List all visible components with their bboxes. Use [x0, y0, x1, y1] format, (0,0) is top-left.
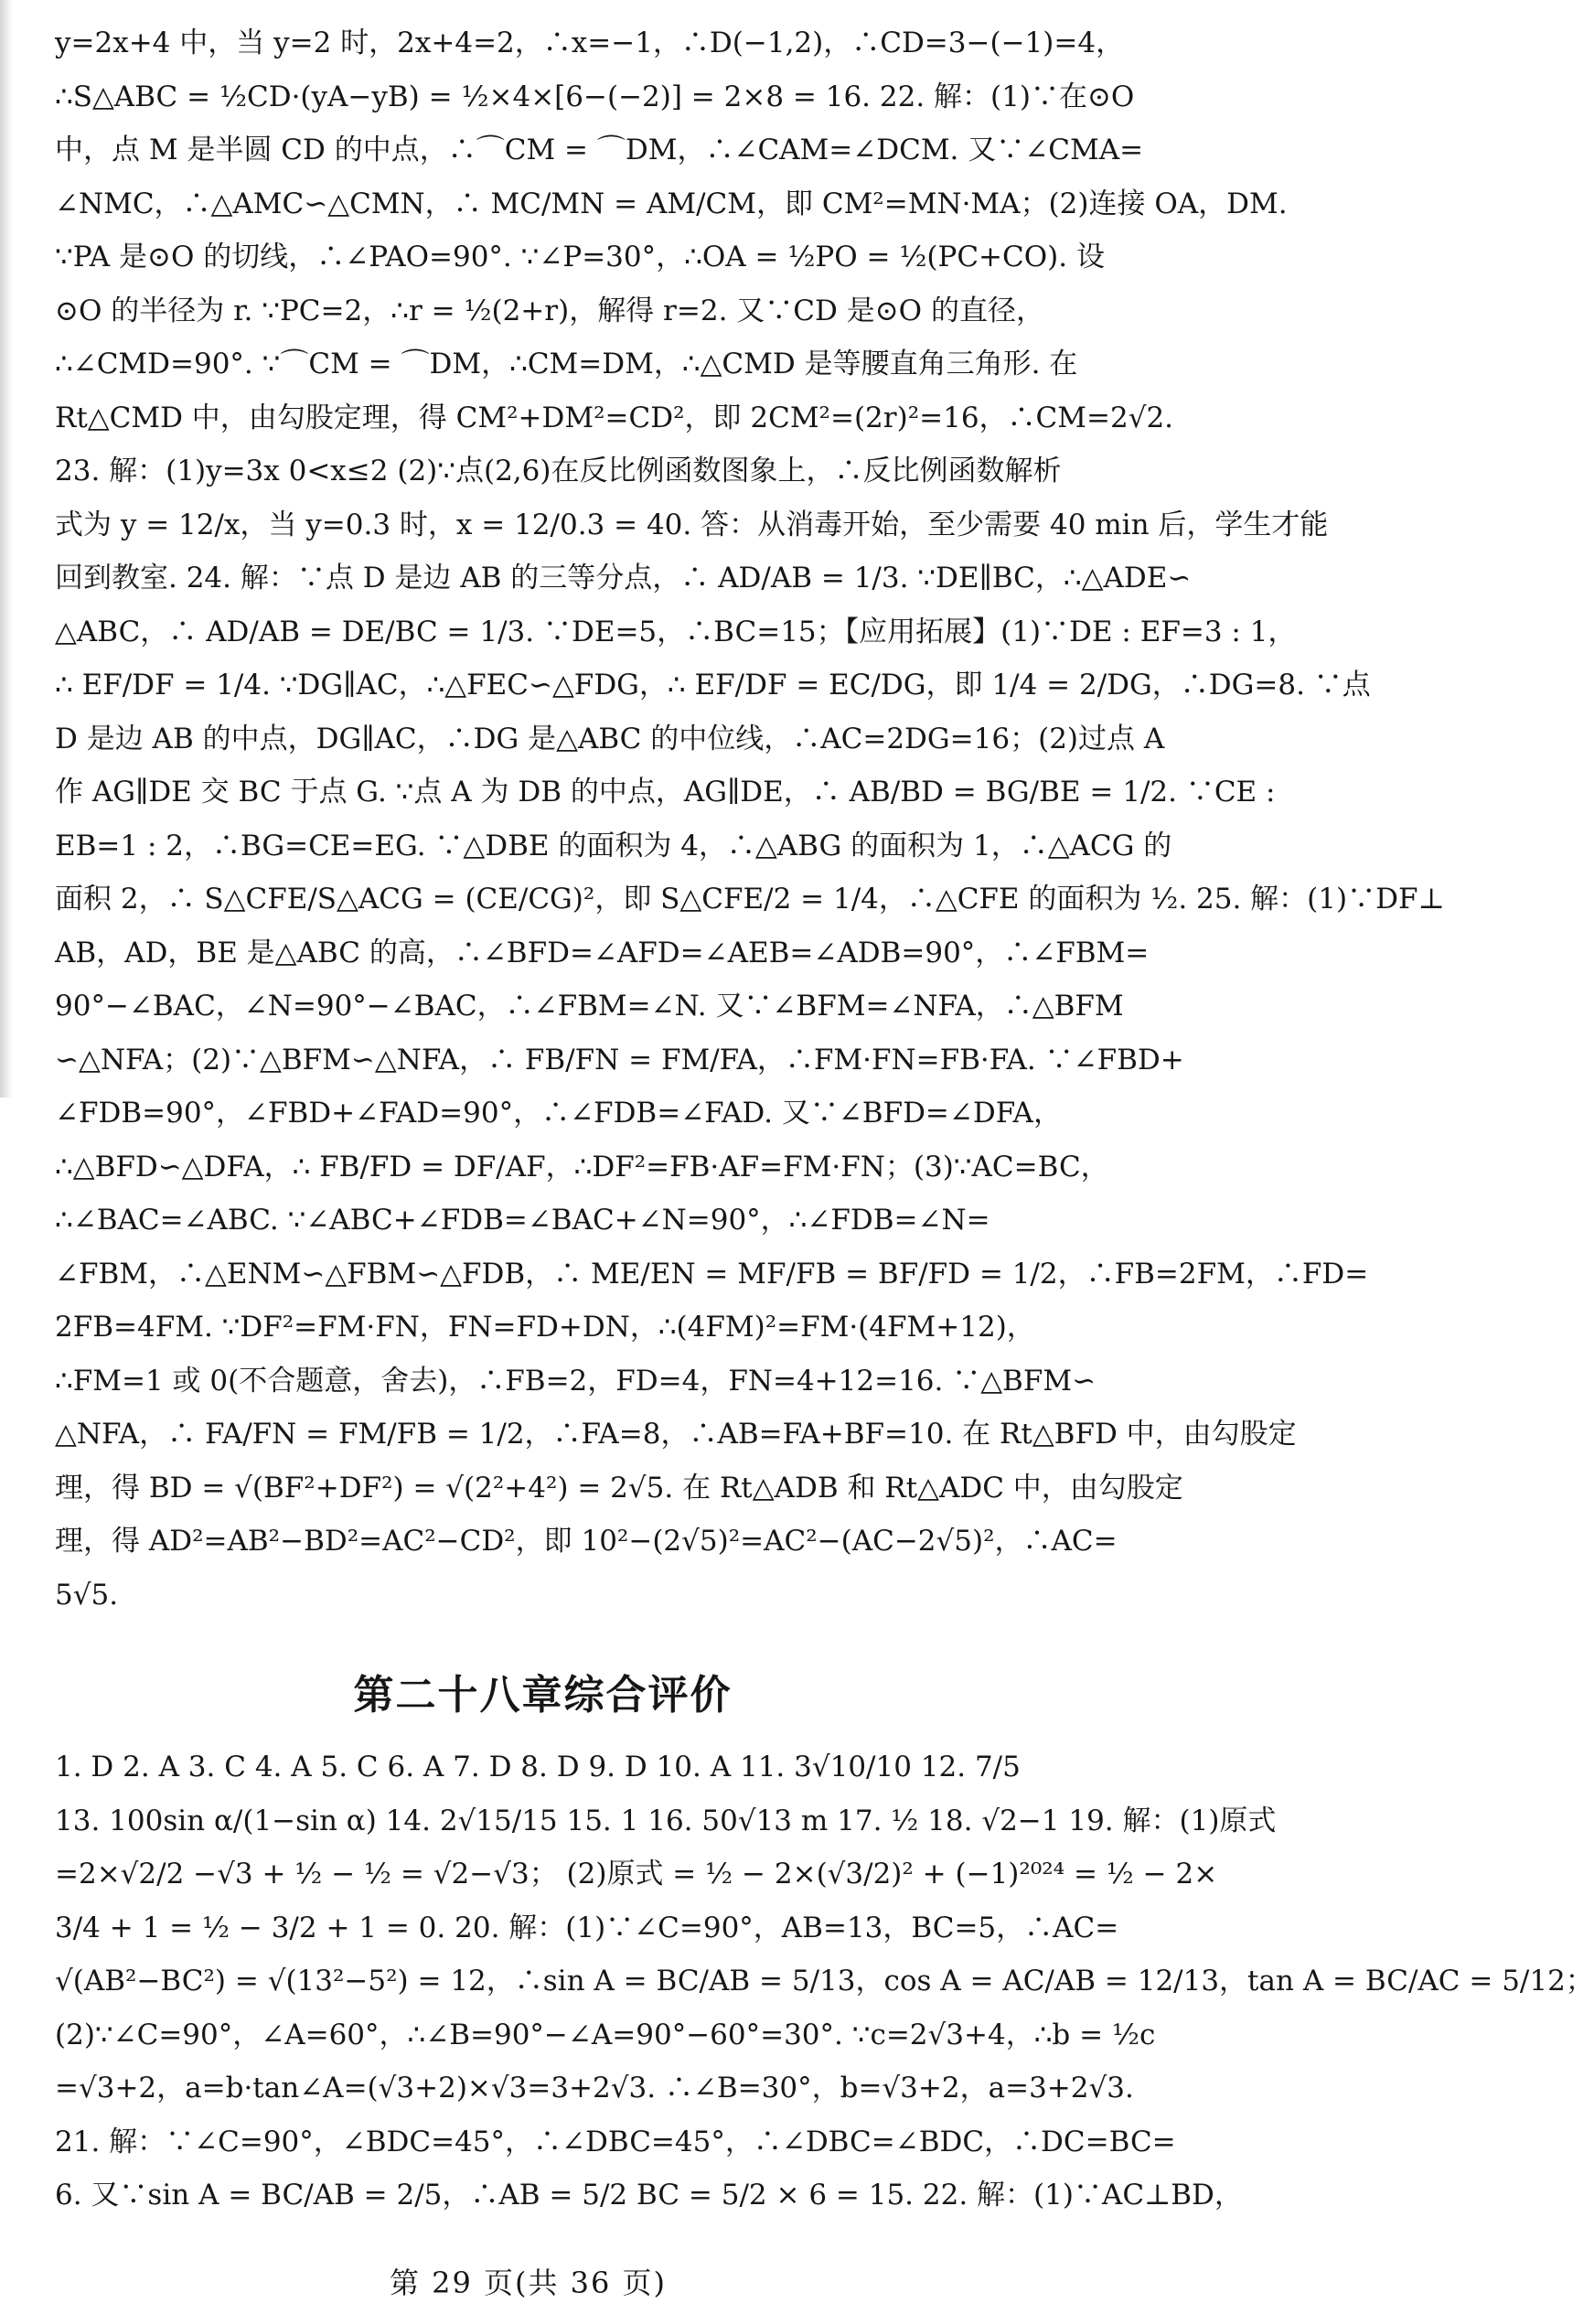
- answer-line: 6. 又∵sin A = BC/AB = 2/5，∴AB = 5/2 BC = 5/2 × 6 = 15. 22. 解：(1)∵AC⊥BD，: [55, 2179, 1243, 2212]
- text-line: AB，AD，BE 是△ABC 的高，∴∠BFD=∠AFD=∠AEB=∠ADB=90°，∴∠FBM=: [55, 936, 1150, 969]
- text-line: △ABC，∴ AD/AB = DE/BC = 1/3. ∵DE=5，∴BC=15；【应用拓展】(1)∵DE : EF=3 : 1，: [55, 615, 1297, 648]
- page-footer: 第 29 页(共 36 页): [389, 2265, 668, 2300]
- text-line: 中，点 M 是半圆 CD 的中点，∴⌒CM = ⌒DM，∴∠CAM=∠DCM. 又∵∠CMA=: [55, 134, 1144, 166]
- answer-line: √(AB²−BC²) = √(13²−5²) = 12，∴sin A = BC/AB = 5/13，cos A = AC/AB = 12/13，tan A = BC/AC = 5/12；: [55, 1965, 1594, 1997]
- answer-line: =2×√2/2 −√3 + ½ − ½ = √2−√3； (2)原式 = ½ − 2×(√3/2)² + (−1)²⁰²⁴ = ½ − 2×: [55, 1858, 1218, 1890]
- answer-line: (2)∵∠C=90°，∠A=60°，∴∠B=90°−∠A=90°−60°=30°. ∵c=2√3+4，∴b = ½c: [55, 2018, 1156, 2051]
- text-line: D 是边 AB 的中点，DG∥AC，∴DG 是△ABC 的中位线，∴AC=2DG=16；(2)过点 A: [55, 722, 1165, 755]
- text-line: △NFA，∴ FA/FN = FM/FB = 1/2，∴FA=8，∴AB=FA+BF=10. 在 Rt△BFD 中，由勾股定: [55, 1418, 1297, 1451]
- section-answers: [55, 1740, 1594, 2222]
- answer-continuation: [55, 16, 1445, 1622]
- text-line: EB=1 : 2，∴BG=CE=EG. ∵△DBE 的面积为 4，∴△ABG 的面积为 1，∴△ACG 的: [55, 829, 1172, 862]
- text-line: 理，得 BD = √(BF²+DF²) = √(2²+4²) = 2√5. 在 Rt△ADB 和 Rt△ADC 中，由勾股定: [55, 1471, 1183, 1505]
- text-line: ∠FDB=90°，∠FBD+∠FAD=90°，∴∠FDB=∠FAD. 又∵∠BFD=∠DFA，: [55, 1097, 1062, 1130]
- text-line: ∴△BFD∽△DFA，∴ FB/FD = DF/AF，∴DF²=FB·AF=FM·FN；(3)∵AC=BC，: [55, 1150, 1109, 1183]
- text-line: 理，得 AD²=AB²−BD²=AC²−CD²，即 10²−(2√5)²=AC²−(AC−2√5)²，∴AC=: [55, 1525, 1118, 1558]
- text-line: ∴∠CMD=90°. ∵⌒CM = ⌒DM，∴CM=DM，∴△CMD 是等腰直角三角形. 在: [55, 348, 1078, 380]
- scan-edge-shadow: [0, 0, 13, 1098]
- text-line: ∠NMC，∴△AMC∽△CMN，∴ MC/MN = AM/CM，即 CM²=MN·MA；(2)连接 OA，DM.: [55, 187, 1288, 220]
- text-line: ∴ EF/DF = 1/4. ∵DG∥AC，∴△FEC∽△FDG，∴ EF/DF = EC/DG，即 1/4 = 2/DG，∴DG=8. ∵点: [55, 669, 1371, 701]
- answer-line: 1. D 2. A 3. C 4. A 5. C 6. A 7. D 8. D 9. D 10. A 11. 3√10/10 12. 7/5: [55, 1751, 1021, 1783]
- section-title: 第二十八章综合评价: [353, 1672, 733, 1719]
- text-line: ⊙O 的半径为 r. ∵PC=2，∴r = ½(2+r)，解得 r=2. 又∵CD 是⊙O 的直径，: [55, 294, 1044, 327]
- text-line: ∠FBM，∴△ENM∽△FBM∽△FDB，∴ ME/EN = MF/FB = BF/FD = 1/2，∴FB=2FM，∴FD=: [55, 1257, 1369, 1291]
- text-line: ∵PA 是⊙O 的切线，∴∠PAO=90°. ∵∠P=30°，∴OA = ½PO = ½(PC+CO). 设: [55, 241, 1105, 273]
- text-line: 5√5.: [55, 1578, 119, 1612]
- answer-line: 21. 解：∵∠C=90°，∠BDC=45°，∴∠DBC=45°，∴∠DBC=∠BDC，∴DC=BC=: [55, 2125, 1176, 2158]
- text-line: ∴∠BAC=∠ABC. ∵∠ABC+∠FDB=∠BAC+∠N=90°，∴∠FDB=∠N=: [55, 1204, 990, 1237]
- text-line: 23. 解：(1)y=3x 0<x≤2 (2)∵点(2,6)在反比例函数图象上，∴反比例函数解析: [55, 455, 1062, 487]
- text-line: 2FB=4FM. ∵DF²=FM·FN，FN=FD+DN，∴(4FM)²=FM·(4FM+12)，: [55, 1311, 1035, 1344]
- text-line: 作 AG∥DE 交 BC 于点 G. ∵点 A 为 DB 的中点，AG∥DE，∴ AB/BD = BG/BE = 1/2. ∵CE :: [55, 776, 1276, 809]
- text-line: ∴FM=1 或 0(不合题意，舍去)，∴FB=2，FD=4，FN=4+12=16. ∵△BFM∽: [55, 1364, 1097, 1398]
- answer-line: =√3+2，a=b·tan∠A=(√3+2)×√3=3+2√3. ∴∠B=30°，b=√3+2，a=3+2√3.: [55, 2072, 1134, 2104]
- answer-line: 3/4 + 1 = ½ − 3/2 + 1 = 0. 20. 解：(1)∵∠C=90°，AB=13，BC=5，∴AC=: [55, 1911, 1119, 1944]
- text-line: y=2x+4 中，当 y=2 时，2x+4=2，∴x=−1，∴D(−1,2)，∴CD=3−(−1)=4，: [55, 27, 1125, 59]
- text-line: 90°−∠BAC，∠N=90°−∠BAC，∴∠FBM=∠N. 又∵∠BFM=∠NFA，∴△BFM: [55, 990, 1124, 1023]
- text-line: 面积 2，∴ S△CFE/S△ACG = (CE/CG)²，即 S△CFE/2 = 1/4，∴△CFE 的面积为 ½. 25. 解：(1)∵DF⊥: [55, 883, 1445, 916]
- text-line: 式为 y = 12/x，当 y=0.3 时，x = 12/0.3 = 40. 答：从消毒开始，至少需要 40 min 后，学生才能: [55, 508, 1329, 541]
- text-line: ∽△NFA；(2)∵△BFM∽△NFA，∴ FB/FN = FM/FA，∴FM·FN=FB·FA. ∵∠FBD+: [55, 1043, 1184, 1076]
- text-line: ∴S△ABC = ½CD·(yA−yB) = ½×4×[6−(−2)] = 2×8 = 16. 22. 解：(1)∵在⊙O: [55, 80, 1135, 113]
- text-line: Rt△CMD 中，由勾股定理，得 CM²+DM²=CD²，即 2CM²=(2r)²=16，∴CM=2√2.: [55, 401, 1174, 434]
- text-line: 回到教室. 24. 解：∵点 D 是边 AB 的三等分点，∴ AD/AB = 1/3. ∵DE∥BC，∴△ADE∽: [55, 562, 1192, 594]
- answer-line: 13. 100sin α/(1−sin α) 14. 2√15/15 15. 1 16. 50√13 m 17. ½ 18. √2−1 19. 解：(1)原式: [55, 1804, 1277, 1837]
